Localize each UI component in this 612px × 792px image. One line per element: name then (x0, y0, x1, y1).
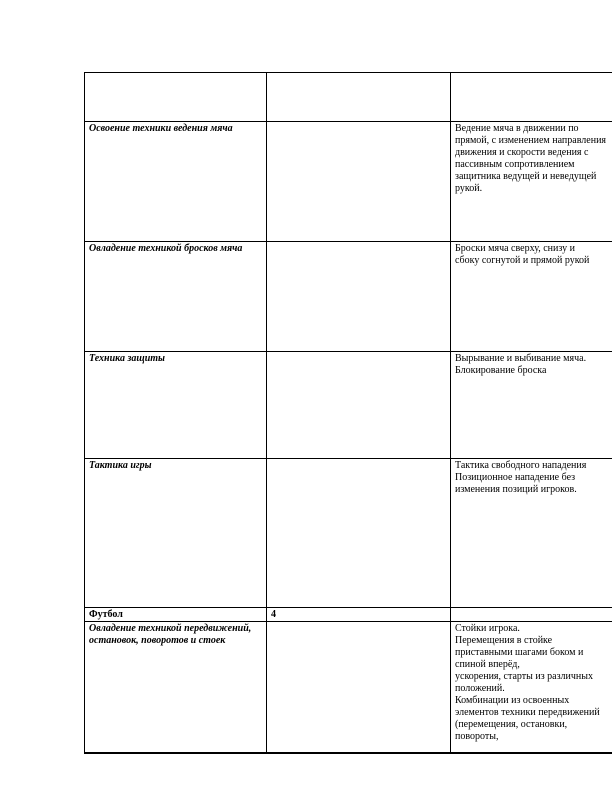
hours-cell: 4 (267, 608, 451, 622)
table-row (85, 352, 612, 459)
content-cell (451, 73, 612, 122)
topic-cell (85, 73, 267, 122)
content-cell: Тактика свободного нападения Позиционное нападение без изменения позиций игроков. (451, 459, 612, 608)
table-row (85, 622, 612, 753)
table-row (85, 459, 612, 608)
table-row (85, 242, 612, 352)
topic-cell: Овладение техникой бросков мяча (85, 242, 267, 352)
curriculum-table (84, 72, 612, 754)
topic-cell: Техника защиты (85, 352, 267, 459)
table-row (85, 608, 612, 622)
topic-cell: Тактика игры (85, 459, 267, 608)
content-cell: Ведение мяча в движении по прямой, с изменением направления движения и скорости ведения с пассивным сопротивлением защитника ведущей и неведущей рукой. (451, 122, 612, 242)
table-row (85, 122, 612, 242)
topic-cell: Овладение техникой передвижений, остановок, поворотов и стоек (85, 622, 267, 753)
content-cell: Вырывание и выбивание мяча. Блокирование броска (451, 352, 612, 459)
hours-cell (267, 622, 451, 753)
hours-cell (267, 122, 451, 242)
hours-cell (267, 73, 451, 122)
topic-cell: Освоение техники ведения мяча (85, 122, 267, 242)
section-title-cell: Футбол (85, 608, 267, 622)
content-cell: Стойки игрока. Перемещения в стойке приставными шагами боком и спиной вперёд, ускорения, старты из различных положений. Комбинации из освоенных элементов техники передвижений (перемещения, остановки, повороты, (451, 622, 612, 753)
hours-cell (267, 352, 451, 459)
hours-cell (267, 459, 451, 608)
table-row (85, 73, 612, 122)
content-cell (451, 608, 612, 622)
content-cell: Броски мяча сверху, снизу и сбоку согнутой и прямой рукой (451, 242, 612, 352)
hours-cell (267, 242, 451, 352)
